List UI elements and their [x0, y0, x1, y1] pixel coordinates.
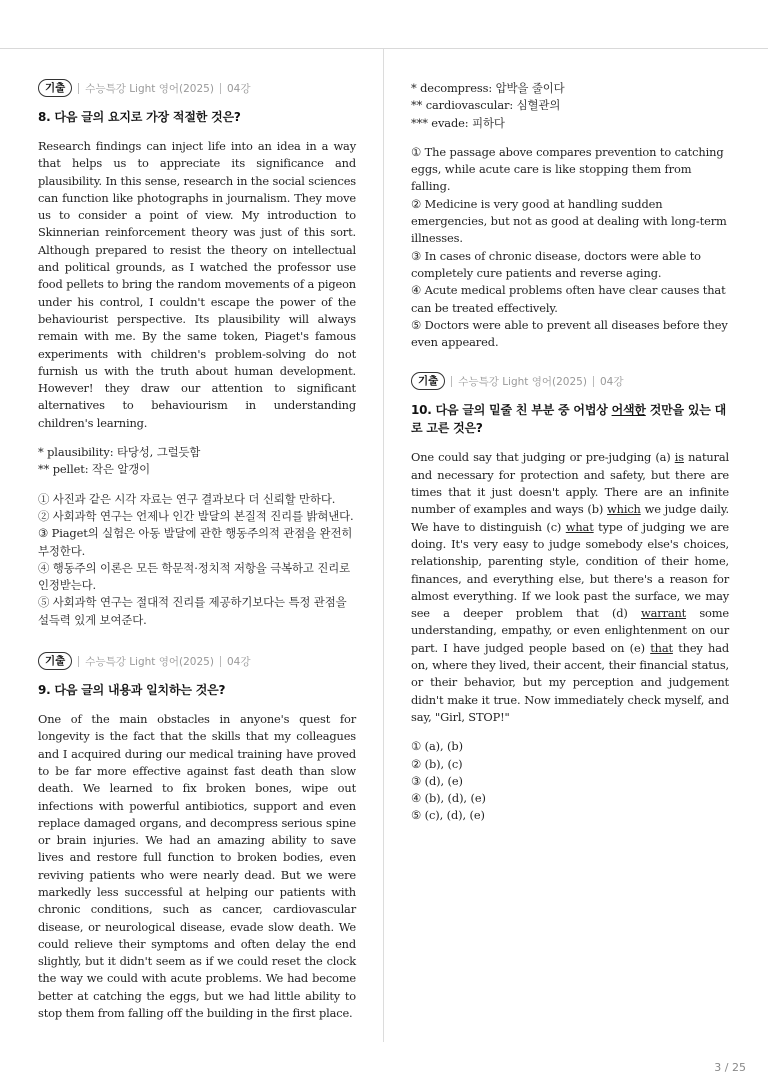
glossary [38, 444, 356, 479]
meta-divider [593, 376, 594, 387]
meta-divider [451, 376, 452, 387]
underlined-c: what [565, 519, 594, 534]
passage-text: some understanding, empathy, or even enlightenment on our part. I have judged people based on (e) [411, 606, 729, 655]
option-3[interactable]: ③ In cases of chronic disease, doctors were able to completely cure patients and reverse aging. [411, 248, 701, 280]
gloss-item: * decompress: 압박을 줄이다 [411, 81, 565, 95]
lesson-label: 04강 [226, 82, 251, 95]
underlined-e: that [650, 640, 673, 655]
question-10 [411, 371, 729, 824]
gloss-item: ** pellet: 작은 알갱이 [38, 462, 151, 477]
gloss-item: ** cardiovascular: 심혈관의 [411, 98, 561, 113]
option-4[interactable]: ④ (b), (d), (e) [411, 791, 486, 806]
meta-divider [78, 656, 79, 667]
answer-options [411, 738, 729, 824]
option-4[interactable]: ④ Acute medical problems often have clear causes that can be treated effectively. [411, 283, 726, 315]
underlined-d: warrant [640, 606, 687, 621]
exam-tag-badge: 기출 [411, 372, 445, 390]
lesson-label: 04강 [226, 655, 251, 668]
question-9 [38, 651, 356, 1022]
option-1[interactable]: ① The passage above compares prevention to catching eggs, while acute care is like stopping them from falling. [411, 144, 724, 194]
meta-divider [220, 83, 221, 94]
option-5[interactable]: ⑤ (c), (d), (e) [411, 808, 485, 823]
title-text: 10. 다음 글의 밑줄 친 부분 중 어법상 [411, 403, 612, 418]
passage-text: they had on, where they lived, their accent, their financial status, or their behavior, but my perception and judgement didn't make it true. Now immediately check myself, and say, "Girl, STOP!" [411, 640, 730, 724]
answer-options [38, 491, 356, 629]
option-3[interactable]: ③ Piaget의 실험은 아동 발달에 관한 행동주의적 관점을 완전히 부정한다. [38, 526, 353, 558]
meta-divider [78, 83, 79, 94]
option-2[interactable]: ② 사회과학 연구는 언제나 인간 발달의 본질적 진리를 밝혀낸다. [38, 508, 354, 523]
passage-text: natural and necessary for protection and safety, but there are times that it just doesn't apply. There are an infinite number of examples and ways (b) [411, 450, 729, 517]
question-title: 8. 다음 글의 요지로 가장 적절한 것은? [38, 110, 241, 124]
question-8 [38, 78, 356, 629]
option-3[interactable]: ③ (d), (e) [411, 773, 463, 788]
question-passage [411, 449, 729, 726]
question-meta [411, 371, 729, 391]
question-title [411, 401, 729, 437]
column-divider [383, 49, 384, 1042]
answer-options [411, 144, 729, 352]
meta-divider [220, 656, 221, 667]
exam-tag-badge: 기출 [38, 79, 72, 97]
option-4[interactable]: ④ 행동주의 이론은 모든 학문적·정치적 저항을 극복하고 진리로 인정받는다. [38, 560, 351, 593]
option-2[interactable]: ② Medicine is very good at handling sudden emergencies, but not as good at dealing with long-term illnesses. [411, 196, 727, 246]
lesson-label: 04강 [599, 375, 624, 388]
passage-text: type of judging we are doing. It's very easy to judge somebody else's choices, relationship, parenting style, condition of their home, finances, and everything else, but there's a reason for almost everything. If we look past the surface, we may see a deeper problem that (d) [411, 519, 729, 621]
glossary [411, 80, 729, 132]
passage-text: we judge daily. We have to distinguish (c) [411, 502, 729, 534]
option-1[interactable]: ① (a), (b) [411, 739, 463, 754]
passage-text: One could say that judging or pre-judging (a) [411, 450, 675, 465]
header-rule [0, 48, 768, 49]
gloss-item: *** evade: 피하다 [411, 115, 505, 130]
right-column [411, 80, 729, 837]
question-meta [38, 78, 356, 98]
source-label: 수능특강 Light 영어(2025) [85, 655, 214, 668]
source-label: 수능특강 Light 영어(2025) [85, 82, 214, 95]
option-5[interactable]: ⑤ Doctors were able to prevent all diseases before they even appeared. [411, 317, 728, 350]
option-1[interactable]: ① 사진과 같은 시각 자료는 연구 결과보다 더 신뢰할 만하다. [38, 491, 336, 506]
question-title: 9. 다음 글의 내용과 일치하는 것은? [38, 683, 226, 698]
exam-tag-badge: 기출 [38, 652, 72, 670]
title-underlined: 어색한 [611, 403, 646, 418]
question-meta [38, 651, 356, 671]
underlined-b: which [607, 502, 641, 517]
option-5[interactable]: ⑤ 사회과학 연구는 절대적 진리를 제공하기보다는 특정 관점을 설득력 있게 보여준다. [38, 595, 347, 627]
question-passage: One of the main obstacles in anyone's quest for longevity is the fact that the skills that my colleagues and I acquired during our medical training have proved to be far more effective against fast death than slow death. We learned to fix broken bones, wipe out infections with powerful antibiotics, support and even replace damaged organs, and decompress serious spine or brain injuries. We had an amazing ability to save lives and restore full function to broken bodies, even reviving patients who were nearly dead. But we were markedly less successful at helping our patients with chronic conditions, such as cancer, cardiovascular disease, or neurological disease, evade slow death. We could relieve their symptoms and often delay the end slightly, but it didn't seem as if we could reset the clock the way we could with acute problems. We had become better at catching the eggs, but we had little ability to stop them from falling off the building in the first place. [38, 712, 356, 1021]
gloss-item: * plausibility: 타당성, 그럴듯함 [38, 445, 201, 460]
title-text: 것만을 있는 대로 고른 것은? [411, 403, 727, 436]
underlined-a: is [674, 450, 684, 465]
left-column [38, 78, 356, 1034]
question-passage: Research findings can inject life into an idea in a way that helps us to appreciate its significance and plausibility. In this sense, research in the social sciences can function like photographs in journalism. They move us to consider a point of view. My introduction to Skinnerian reinforcement theory was just of this sort. Although prepared to resist the theory on intellectual and political grounds, as I watched the professor use food pellets to bring the random movements of a pigeon under his control, I couldn't escape the power of the behaviourist perspective. Its plausibility will always remain with me. By the same token, Piaget's famous experiments with children's problem-solving do not furnish us with the truth about human development. However! they draw our attention to significant alternatives to behaviourism in understanding children's learning. [38, 139, 356, 430]
page-number: 3 / 25 [714, 1061, 746, 1074]
option-2[interactable]: ② (b), (c) [411, 756, 463, 771]
source-label: 수능특강 Light 영어(2025) [458, 375, 587, 388]
